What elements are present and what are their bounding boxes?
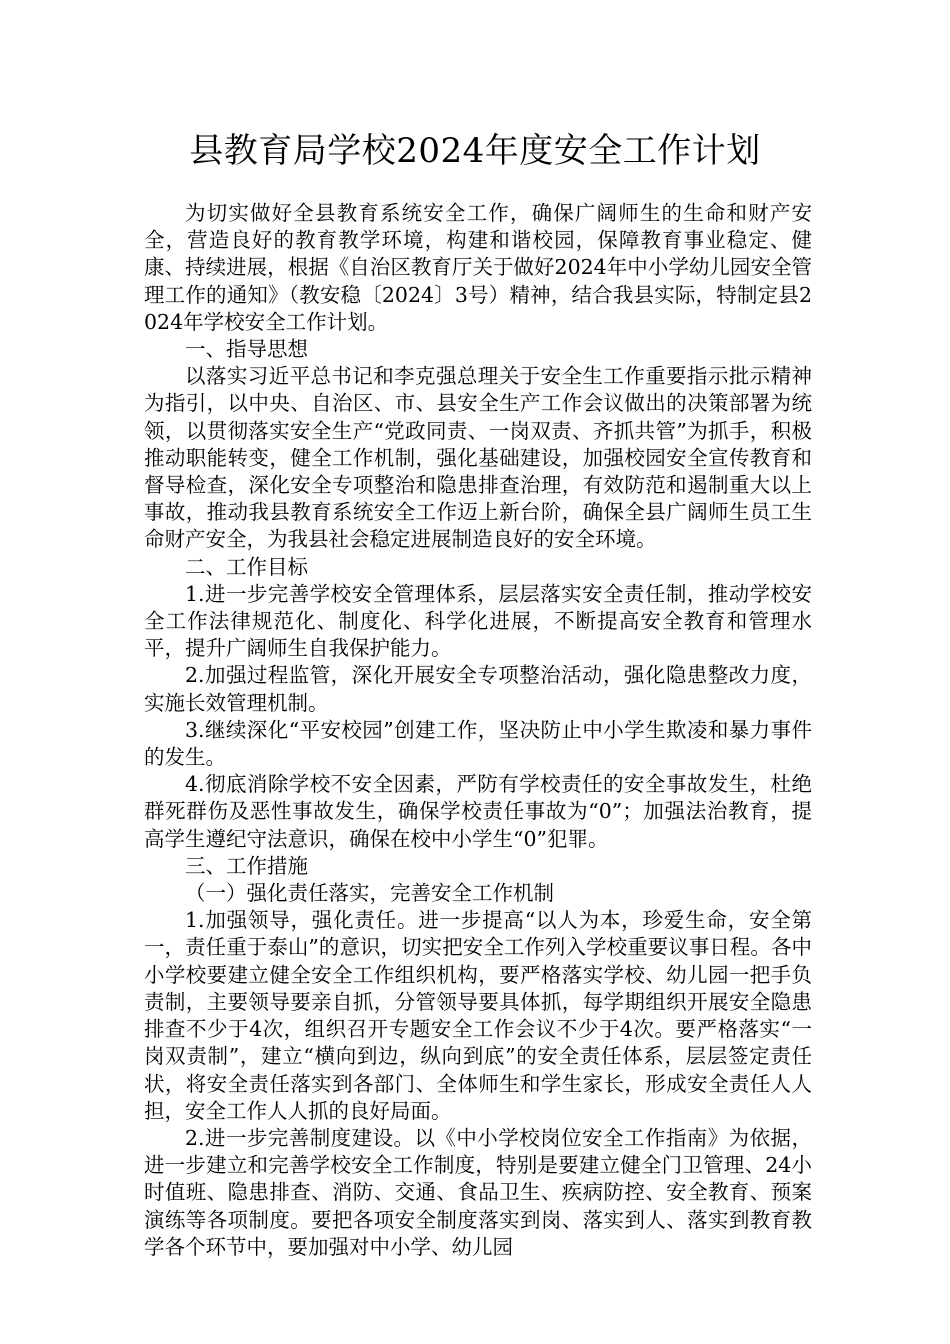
- measure-item-2: 2.进一步完善制度建设。以《中小学校岗位安全工作指南》为依据，进一步建立和完善学校安全工作制度，特别是要建立健全门卫管理、24小时值班、隐患排查、消防、交通、食品卫生、疾病防控、安全教育、预案演练等各项制度。要把各项安全制度落实到岗、落实到人、落实到教育教学各个环节中，要加强对中小学、幼儿园: [144, 1125, 812, 1259]
- goal-item-4: 4.彻底消除学校不安全因素，严防有学校责任的安全事故发生，杜绝群死群伤及恶性事故发生，确保学校责任事故为“0”；加强法治教育，提高学生遵纪守法意识，确保在校中小学生“0”犯罪。: [144, 772, 812, 851]
- section-heading-guiding-ideology: 一、指导思想: [185, 337, 308, 362]
- section-heading-work-measures: 三、工作措施: [185, 853, 308, 878]
- measure-item-1: 1.加强领导，强化责任。进一步提高“以人为本，珍爱生命，安全第一，责任重于泰山”的意识，切实把安全工作列入学校重要议事日程。各中小学校要建立健全安全工作组织机构，要严格落实学校、幼儿园一把手负责制，主要领导要亲自抓，分管领导要具体抓，每学期组织开展安全隐患排查不少于4次，组织召开专题安全工作会议不少于4次。要严格落实“一岗双责制”，建立“横向到边，纵向到底”的安全责任体系，层层签定责任状，将安全责任落实到各部门、全体师生和学生家长，形成安全责任人人担，安全工作人人抓的良好局面。: [144, 908, 812, 1123]
- goal-item-1: 1.进一步完善学校安全管理体系，层层落实安全责任制，推动学校安全工作法律规范化、制度化、科学化进展，不断提高安全教育和管理水平，提升广阔师生自我保护能力。: [144, 581, 812, 661]
- section-heading-work-goals: 二、工作目标: [185, 554, 308, 579]
- goal-item-2: 2.加强过程监管，深化开展安全专项整治活动，强化隐患整改力度，实施长效管理机制。: [144, 663, 812, 715]
- goal-item-3: 3.继续深化“平安校园”创建工作，坚决防止中小学生欺凌和暴力事件的发生。: [144, 717, 812, 770]
- guiding-ideology-paragraph: 以落实习近平总书记和李克强总理关于安全生工作重要指示批示精神为指引，以中央、自治区、市、县安全生产工作会议做出的决策部署为统领，以贯彻落实安全生产“党政同责、一岗双责、齐抓共管”为抓手，积极推动职能转变，健全工作机制，强化基础建设，加强校园安全宣传教育和督导检查，深化安全专项整治和隐患排查治理，有效防范和遏制重大以上事故，推动我县教育系统安全工作迈上新台阶，确保全县广阔师生员工生命财产安全，为我县社会稳定进展制造良好的安全环境。: [144, 364, 812, 552]
- page-title: 县教育局学校2024年度安全工作计划: [189, 131, 761, 171]
- intro-paragraph: 为切实做好全县教育系统安全工作，确保广阔师生的生命和财产安全，营造良好的教育教学环境，构建和谐校园，保障教育事业稳定、健康、持续进展，根据《自治区教育厅关于做好2024年中小学幼儿园安全管理工作的通知》（教安稳〔2024〕3号）精神，结合我县实际，特制定县2024年学校安全工作计划。: [144, 201, 812, 334]
- subsection-heading-responsibility: （一）强化责任落实，完善安全工作机制: [185, 881, 554, 906]
- document-body: [144, 200, 812, 1261]
